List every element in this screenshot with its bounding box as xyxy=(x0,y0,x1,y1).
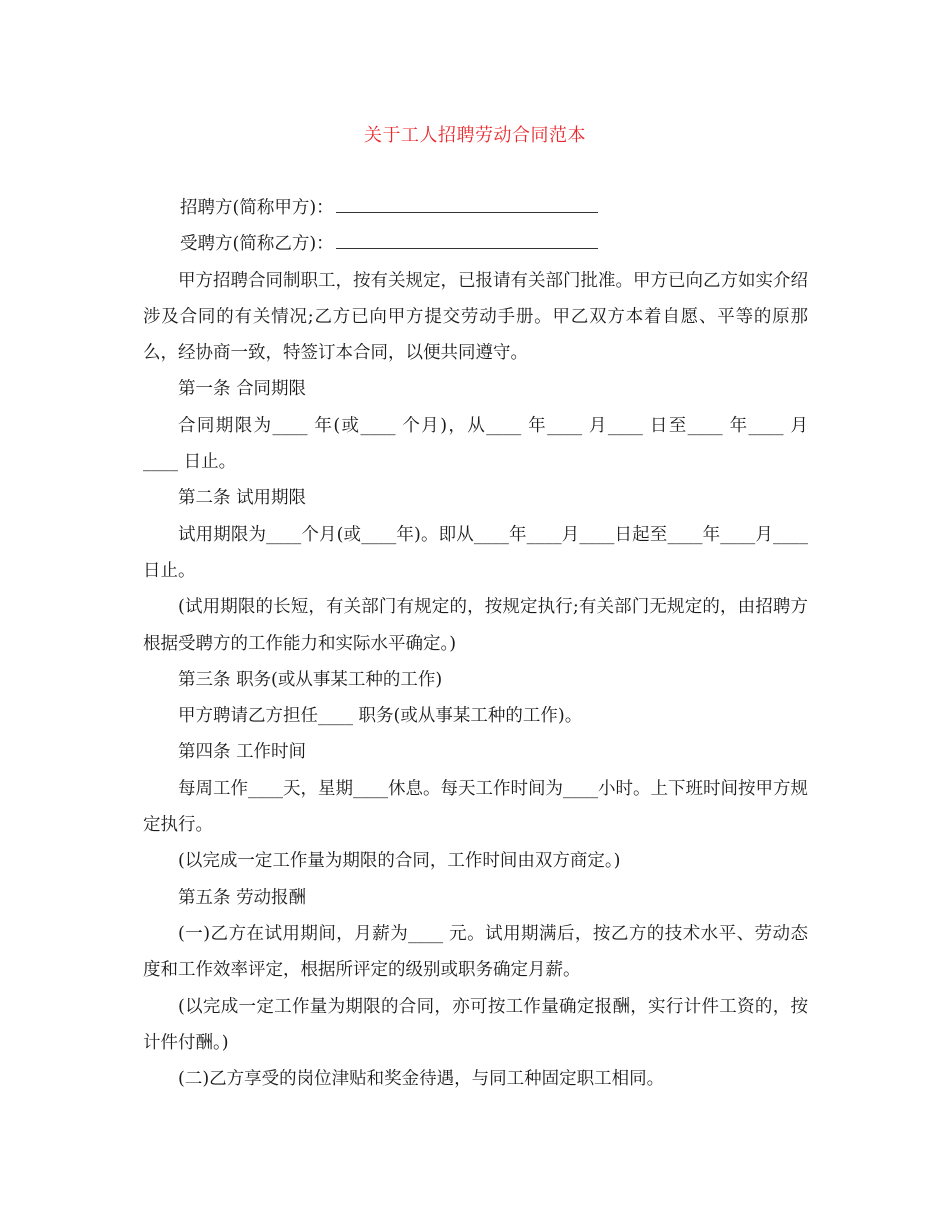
party-b-label: 受聘方(简称乙方)： xyxy=(180,234,334,255)
article-5-item-1: (一)乙方在试用期间，月薪为____ 元。试用期满后，按乙方的技术水平、劳动态度和工作效率评定，根据所评定的级别或职务确定月薪。 xyxy=(143,923,808,981)
article-2-heading: 第二条 试用期限 xyxy=(178,488,307,509)
party-a-line xyxy=(143,190,808,226)
document-body xyxy=(143,190,808,1097)
article-2-text: 试用期限为____个月(或____年)。即从____年____月____日起至____年____月____日止。 xyxy=(143,524,808,581)
article-4-note: (以完成一定工作量为期限的合同，工作时间由双方商定。) xyxy=(178,851,621,872)
article-5-note: (以完成一定工作量为期限的合同，亦可按工作量确定报酬，实行计件工资的，按计件付酬。) xyxy=(143,996,808,1053)
party-a-blank xyxy=(336,190,598,213)
article-2-note: (试用期限的长短，有关部门有规定的，按规定执行;有关部门无规定的，由招聘方根据受聘方的工作能力和实际水平确定。) xyxy=(143,597,808,654)
article-3-heading: 第三条 职务(或从事某工种的工作) xyxy=(178,669,443,690)
party-b-blank xyxy=(336,226,598,249)
party-a-label: 招聘方(简称甲方)： xyxy=(180,198,334,218)
article-5-item-2: (二)乙方享受的岗位津贴和奖金待遇，与同工种固定职工相同。 xyxy=(178,1069,665,1090)
article-4-heading: 第四条 工作时间 xyxy=(178,742,307,763)
article-1-heading: 第一条 合同期限 xyxy=(178,379,307,400)
article-4-text: 每周工作____天，星期____休息。每天工作时间为____小时。上下班时间按甲方规定执行。 xyxy=(143,778,808,836)
paragraph-intro: 甲方招聘合同制职工，按有关规定，已报请有关部门批准。甲方已向乙方如实介绍涉及合同的有关情况;乙方已向甲方提交劳动手册。甲乙双方本着自愿、平等的原那么，经协商一致，特签订本合同，以便共同遵守。 xyxy=(143,270,808,364)
article-5-heading: 第五条 劳动报酬 xyxy=(178,887,307,908)
article-1-text: 合同期限为____ 年(或____ 个月)，从____ 年____ 月____ 日至____ 年____ 月____ 日止。 xyxy=(143,415,808,473)
document-title: 关于工人招聘劳动合同范本 xyxy=(364,125,586,146)
party-b-line xyxy=(143,226,808,262)
article-3-text: 甲方聘请乙方担任____ 职务(或从事某工种的工作)。 xyxy=(178,706,583,727)
